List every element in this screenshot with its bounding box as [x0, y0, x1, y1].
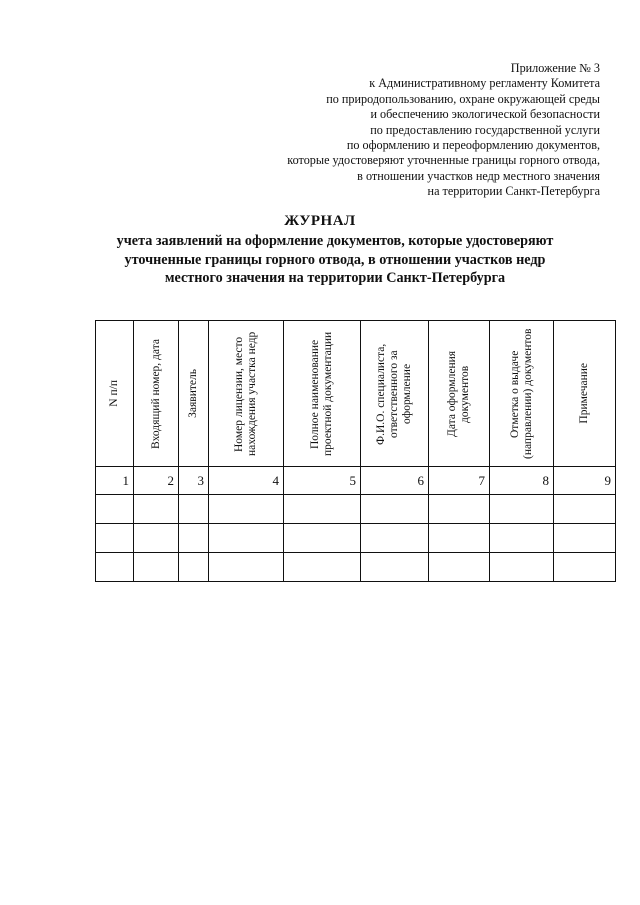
appendix-line: по предоставлению государственной услуги [370, 122, 600, 137]
subtitle-line: учета заявлений на оформление документов, которые удостоверяют [116, 233, 554, 249]
document-subtitle [70, 232, 600, 288]
column-number: 3 [179, 467, 209, 495]
table-cell [134, 553, 179, 582]
header-license: Номер лицензии, место нахождения участка недр [233, 331, 258, 456]
table-cell [361, 524, 429, 553]
header-cell [361, 321, 429, 467]
table-cell [554, 524, 616, 553]
header-specialist: Ф.И.О. специалиста, ответственного за оформление [375, 342, 413, 445]
table-cell [96, 553, 134, 582]
column-number: 1 [96, 467, 134, 495]
table-row [96, 553, 616, 582]
table-cell [209, 495, 284, 524]
document-title: ЖУРНАЛ [284, 213, 356, 229]
table-cell [96, 524, 134, 553]
header-cell [490, 321, 554, 467]
table-cell [284, 495, 361, 524]
appendix-line: по природопользованию, охране окружающей среды [326, 91, 600, 106]
header-incoming: Входящий номер, дата [149, 338, 162, 449]
column-number: 6 [361, 467, 429, 495]
subtitle-line: местного значения на территории Санкт-Петербурга [164, 270, 506, 286]
column-number-row [96, 467, 616, 495]
table-cell [429, 553, 490, 582]
header-cell [96, 321, 134, 467]
table-cell [429, 524, 490, 553]
table-cell [490, 553, 554, 582]
table-cell [490, 524, 554, 553]
column-number: 5 [284, 467, 361, 495]
table-cell [554, 553, 616, 582]
header-row [96, 321, 616, 467]
column-number: 8 [490, 467, 554, 495]
header-project-doc: Полное наименование проектной документации [309, 331, 334, 456]
table-cell [179, 495, 209, 524]
header-cell [554, 321, 616, 467]
header-cell [284, 321, 361, 467]
journal-table [95, 320, 616, 582]
appendix-line: к Административному регламенту Комитета [369, 76, 600, 91]
header-cell [134, 321, 179, 467]
table-cell [209, 553, 284, 582]
table-cell [554, 495, 616, 524]
appendix-line: на территории Санкт-Петербурга [427, 184, 600, 199]
appendix-line: в отношении участков недр местного значения [357, 168, 600, 183]
table-cell [209, 524, 284, 553]
table-cell [361, 495, 429, 524]
table-row [96, 495, 616, 524]
table-row [96, 524, 616, 553]
table-cell [284, 524, 361, 553]
appendix-line: которые удостоверяют уточненные границы горного отвода, [287, 153, 600, 168]
header-cell [179, 321, 209, 467]
subtitle-line: уточненные границы горного отвода, в отношении участков недр [124, 251, 546, 268]
header-cell [429, 321, 490, 467]
appendix-line: по оформлению и переоформлению документов, [346, 138, 600, 153]
column-number: 9 [554, 467, 616, 495]
table-cell [361, 553, 429, 582]
column-number: 2 [134, 467, 179, 495]
header-cell [209, 321, 284, 467]
table-cell [179, 553, 209, 582]
header-note: Примечание [578, 363, 590, 424]
header-applicant: Заявитель [187, 369, 199, 418]
header-issue-mark: Отметка о выдаче (направлении) документов [508, 328, 534, 459]
table-cell [134, 524, 179, 553]
appendix-line: и обеспечению экологической безопасности [370, 107, 600, 122]
appendix-block [160, 61, 600, 200]
table-cell [429, 495, 490, 524]
table-cell [134, 495, 179, 524]
header-date: Дата оформления документов [446, 350, 471, 437]
table-cell [490, 495, 554, 524]
table-cell [96, 495, 134, 524]
appendix-line: Приложение № 3 [510, 61, 600, 75]
column-number: 4 [209, 467, 284, 495]
header-npp: N п/п [108, 380, 120, 407]
column-number: 7 [429, 467, 490, 495]
table-cell [284, 553, 361, 582]
table-cell [179, 524, 209, 553]
